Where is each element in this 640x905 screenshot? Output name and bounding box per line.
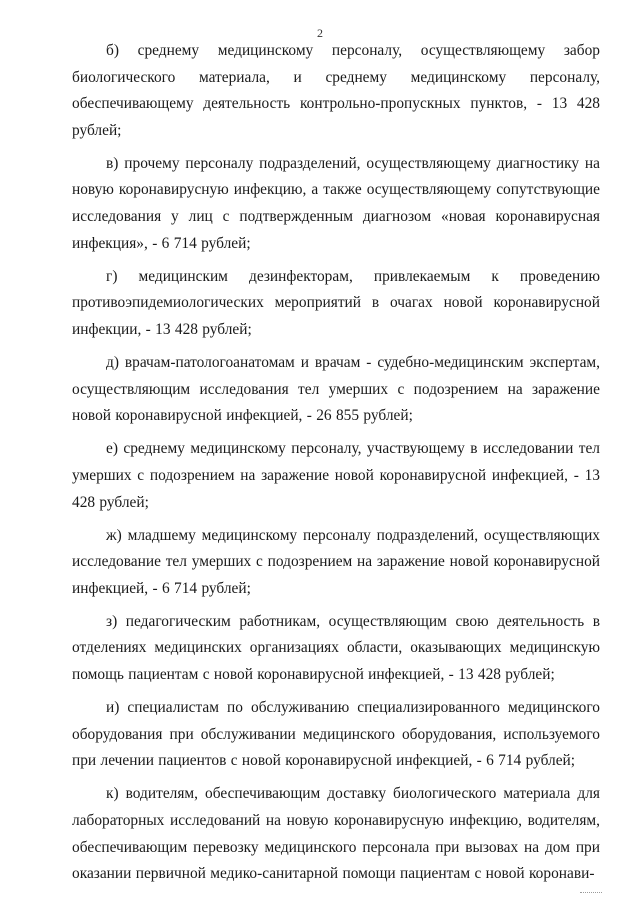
paragraph-d: д) врачам-патологоанатомам и врачам - судебно-медицинским экспертам, осуществляющим исследования тел умерших с подозрением на заражение новой коронавирусной инфекцией, - 26 855 рублей; — [72, 354, 600, 425]
paragraph-i: и) специалистам по обслуживанию специализированного медицинского оборудования при обслуживании медицинского оборудования, используемого при лечении пациентов с новой коронавирусной инфекцией, - 6 714 рублей; — [72, 699, 600, 770]
paragraph-zh: ж) младшему медицинскому персоналу подразделений, осуществляющих исследование тел умерших с подозрением на заражение новой коронавирусной инфекцией, - 6 714 рублей; — [72, 526, 600, 597]
paragraph-z: з) педагогическим работникам, осуществляющим свою деятельность в отделениях медицинских организациях области, оказывающих медицинскую помощь пациентам с новой коронавирусной инфекцией, - 13 428 рублей; — [72, 612, 600, 684]
document-body — [72, 38, 600, 894]
scan-artifact-mark — [580, 892, 602, 895]
paragraph-v: в) прочему персоналу подразделений, осуществляющему диагностику на новую коронавирусную инфекцию, а также осуществляющему сопутствующие исследования у лиц с подтвержденным диагнозом «новая коронавирусная инфекция», - 6 714 рублей; — [72, 154, 600, 252]
paragraph-k: к) водителям, обеспечивающим доставку биологического материала для лабораторных исследований на новую коронавирусную инфекцию, водителям, обеспечивающим перевозку медицинского персонала при вызовах на дом при оказании первичной медико-санитарной помощи пациентам с новой коронави- — [72, 785, 600, 883]
paragraph-g: г) медицинским дезинфекторам, привлекаемым к проведению противоэпидемиологических мероприятий в очагах новой коронавирусной инфекции, - 13 428 рублей; — [72, 267, 600, 338]
paragraph-e: е) среднему медицинскому персоналу, участвующему в исследовании тел умерших с подозрением на заражение новой коронавирусной инфекцией, - 13 428 рублей; — [72, 440, 600, 511]
paragraph-b: б) среднему медицинскому персоналу, осуществляющему забор биологического материала, и среднему медицинскому персоналу, обеспечивающему деятельность контрольно-пропускных пунктов, - 13 428 рублей; — [72, 42, 600, 139]
page-number: 2 — [317, 26, 323, 40]
